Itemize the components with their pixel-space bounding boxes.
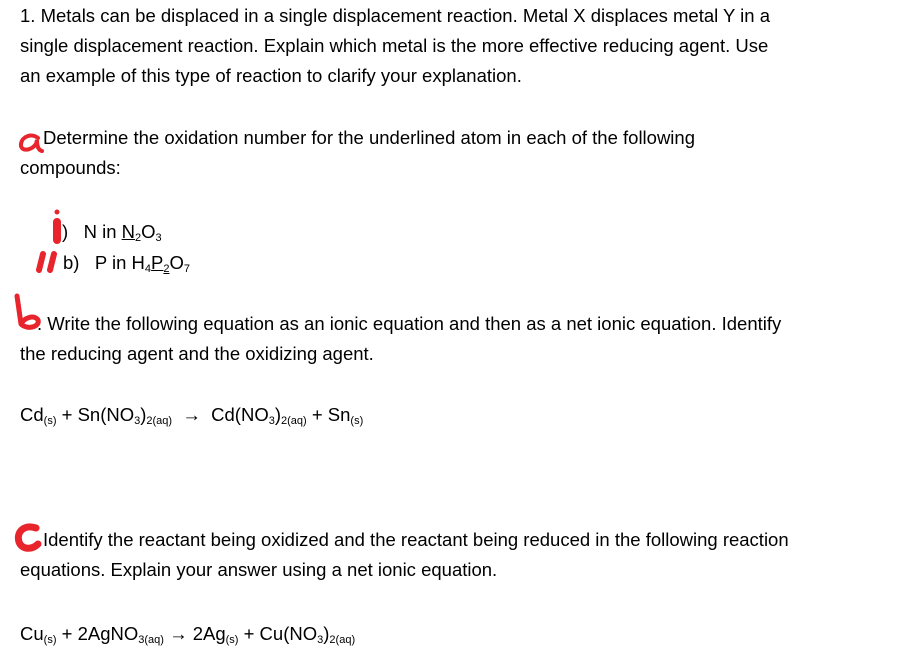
item-ii-label: b): [63, 252, 80, 273]
q1-line-2: single displacement reaction. Explain which metal is the more effective reducing agent. Use: [20, 35, 769, 56]
qb-equation: [20, 403, 363, 427]
formula-subscript: 3: [268, 415, 275, 427]
formula-subscript: (s): [43, 415, 57, 427]
q1-line-3: an example of this type of reaction to clarify your explanation.: [20, 65, 522, 86]
formula-subscript: 3(aq): [138, 634, 164, 646]
formula-subscript: 2(aq): [281, 415, 307, 427]
formula-text: O: [169, 252, 184, 273]
formula-text: → 2Ag: [163, 623, 226, 644]
formula-subscript: (s): [350, 415, 364, 427]
formula-subscript: 3: [134, 415, 141, 427]
qc-equation-text: [20, 623, 355, 644]
formula-subscript: 7: [183, 263, 191, 275]
formula-subscript: 2: [163, 263, 170, 275]
formula-text: + Sn: [306, 404, 351, 425]
qa-item-i: [62, 220, 162, 244]
item-i-text: N in: [83, 221, 122, 242]
q1-line-1: 1. Metals can be displaced in a single displacement reaction. Metal X displaces metal Y in a: [20, 5, 771, 26]
qb-line-2: the reducing agent and the oxidizing agent.: [20, 343, 374, 364]
formula-text: Cd: [20, 404, 44, 425]
formula-text: P: [151, 252, 164, 273]
formula-text: + Cu(NO: [238, 623, 318, 644]
handwritten-ii-mark: [34, 248, 62, 274]
formula-subscript: 3: [155, 232, 162, 244]
formula-subscript: (s): [225, 634, 239, 646]
formula-text: ): [274, 404, 282, 425]
item-ii-formula: [145, 252, 190, 273]
formula-text: → Cd(NO: [172, 404, 269, 425]
qa-line-1: Determine the oxidation number for the underlined atom in each of the following: [43, 127, 695, 148]
qb-line-1: . Write the following equation as an ionic equation and then as a net ionic equation. Identify: [37, 313, 782, 334]
formula-text: O: [141, 221, 156, 242]
item-ii-text: P in H: [94, 252, 145, 273]
qa-line-2: compounds:: [20, 157, 121, 178]
formula-text: + Sn(NO: [56, 404, 135, 425]
formula-text: N: [121, 221, 136, 242]
formula-text: ): [323, 623, 330, 644]
qc-equation: [20, 622, 355, 646]
formula-subscript: 2: [135, 232, 142, 244]
qc-line-1: Identify the reactant being oxidized and the reactant being reduced in the following reaction: [43, 529, 789, 550]
formula-subscript: 3: [317, 634, 324, 646]
formula-subscript: 4: [144, 263, 152, 275]
formula-subscript: 2(aq): [146, 415, 173, 427]
item-i-label: ): [62, 221, 69, 242]
qc-line-2: equations. Explain your answer using a net ionic equation.: [20, 559, 498, 580]
formula-text: ): [140, 404, 147, 425]
qb-equation-text: [20, 404, 363, 425]
formula-subscript: (s): [43, 634, 57, 646]
handwritten-c-mark: [14, 522, 42, 552]
formula-subscript: 2(aq): [329, 634, 356, 646]
formula-text: Cu: [20, 623, 44, 644]
handwritten-a-mark: [18, 132, 44, 154]
item-i-formula: [122, 221, 162, 242]
formula-text: + 2AgNO: [56, 623, 139, 644]
qa-item-ii: [63, 251, 190, 275]
